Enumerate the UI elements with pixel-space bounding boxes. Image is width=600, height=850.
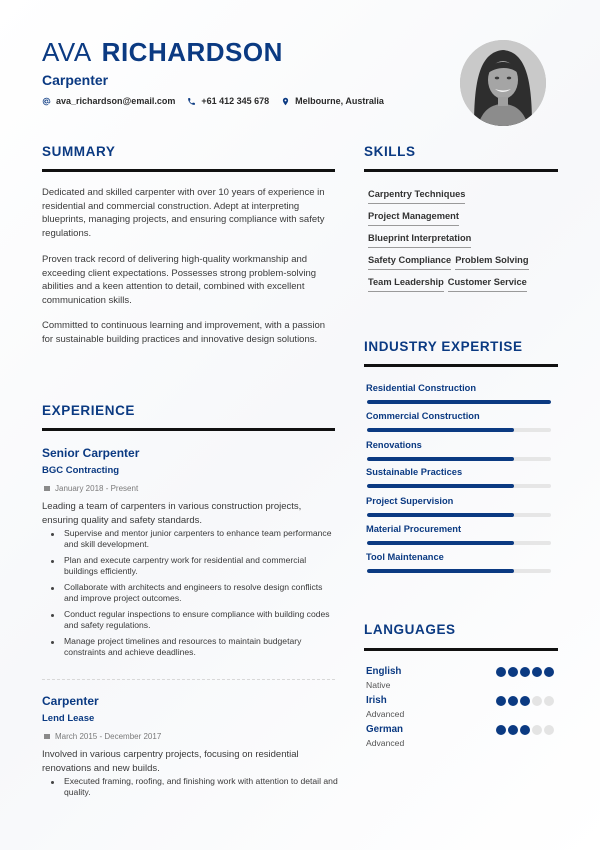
expertise-bar: [367, 513, 551, 517]
job-bullet: Supervise and mentor junior carpenters to enhance team performance and skill development.: [42, 528, 338, 550]
rating-dot-filled: [508, 667, 518, 677]
skill-tag: Problem Solving: [455, 254, 528, 270]
job-title: Carpenter: [42, 694, 99, 708]
language-name: English: [366, 666, 402, 677]
expertise-item: [366, 410, 552, 432]
skills-heading: SKILLS: [364, 144, 416, 159]
profile-photo: [460, 40, 546, 126]
job-description: Leading a team of carpenters in various construction projects, ensuring quality and safety standards.: [42, 501, 302, 526]
expertise-bar-fill: [367, 484, 514, 488]
expertise-item: [366, 495, 552, 517]
job-dates-text: January 2018 - Present: [55, 484, 139, 493]
expertise-bar: [367, 569, 551, 573]
rating-dot-filled: [508, 725, 518, 735]
skills-divider: [364, 169, 558, 172]
expertise-label: Commercial Construction: [366, 411, 480, 421]
job-dates: [44, 732, 161, 741]
expertise-label: Tool Maintenance: [366, 552, 444, 562]
language-level: Native: [366, 680, 391, 690]
skill-row: [368, 210, 558, 226]
expertise-label: Material Procurement: [366, 524, 462, 534]
location-text: Melbourne, Australia: [295, 96, 384, 106]
summary-divider: [42, 169, 335, 172]
expertise-bar: [367, 541, 551, 545]
job-company: BGC Contracting: [42, 465, 120, 476]
expertise-label: Residential Construction: [366, 383, 477, 393]
expertise-item: [366, 382, 552, 404]
job-bullets: [42, 776, 338, 803]
expertise-bar-fill: [367, 569, 514, 573]
language-item: [366, 724, 554, 752]
language-name: Irish: [366, 695, 387, 706]
rating-dot-empty: [544, 725, 554, 735]
job-title-heading: Carpenter: [42, 72, 109, 88]
first-name: AVA: [42, 37, 92, 67]
skill-tag: Safety Compliance: [368, 254, 451, 270]
job-bullet: Manage project timelines and resources to maintain budgetary constraints and achieve deadlines.: [42, 636, 338, 658]
language-item: [366, 666, 554, 694]
expertise-bar-fill: [367, 513, 514, 517]
expertise-bar-fill: [367, 541, 514, 545]
expertise-bar-fill: [367, 400, 551, 404]
rating-dot-empty: [532, 696, 542, 706]
contact-info: [42, 94, 384, 108]
rating-dot-filled: [532, 667, 542, 677]
expertise-bar-fill: [367, 457, 514, 461]
at-icon: [42, 97, 51, 106]
expertise-bar: [367, 457, 551, 461]
skill-tag: Team Leadership: [368, 276, 444, 292]
job-bullet: Collaborate with architects and engineers to resolve design conflicts and improve project outcomes.: [42, 582, 338, 604]
language-level: Advanced: [366, 709, 405, 719]
expertise-item: [366, 466, 552, 488]
profile-photo-image: [460, 40, 546, 126]
candidate-name: [42, 36, 283, 68]
summary-paragraph-3: Committed to continuous learning and improvement, with a passion for sustainable building practices and innovative design solutions.: [42, 320, 326, 345]
skills-list: [368, 188, 558, 298]
languages-heading: LANGUAGES: [364, 622, 456, 637]
expertise-heading: INDUSTRY EXPERTISE: [364, 339, 523, 354]
skill-row: [368, 276, 558, 292]
job-bullets: [42, 528, 338, 663]
contact-phone[interactable]: [187, 96, 269, 106]
rating-dot-filled: [496, 696, 506, 706]
languages-divider: [364, 648, 558, 651]
rating-dot-filled: [520, 667, 530, 677]
expertise-bar: [367, 484, 551, 488]
rating-dot-filled: [496, 725, 506, 735]
rating-dot-filled: [496, 667, 506, 677]
skill-tag: Carpentry Techniques: [368, 188, 465, 204]
rating-dot-empty: [544, 696, 554, 706]
summary-heading: SUMMARY: [42, 144, 116, 159]
phone-icon: [187, 97, 196, 106]
rating-dot-filled: [520, 725, 530, 735]
job-dates-text: March 2015 - December 2017: [55, 732, 162, 741]
expertise-label: Renovations: [366, 440, 422, 450]
expertise-bar: [367, 400, 551, 404]
expertise-item: [366, 551, 552, 573]
expertise-item: [366, 523, 552, 545]
skill-tag: Blueprint Interpretation: [368, 232, 471, 248]
rating-dot-empty: [532, 725, 542, 735]
expertise-divider: [364, 364, 558, 367]
skill-row: [368, 254, 558, 270]
rating-dot-filled: [520, 696, 530, 706]
job-company: Lend Lease: [42, 713, 95, 724]
expertise-label: Project Supervision: [366, 496, 454, 506]
skill-row: [368, 232, 558, 248]
job-bullet: Conduct regular inspections to ensure compliance with building codes and safety regulations.: [42, 609, 338, 631]
job-separator: [42, 679, 335, 680]
summary-paragraph-1: Dedicated and skilled carpenter with over 10 years of experience in residential and commercial construction. Adept at interpreting blueprints, managing projects, and ensuring compliance with safety regulations.: [42, 187, 325, 239]
phone-text: +61 412 345 678: [201, 96, 270, 106]
calendar-icon: [44, 734, 50, 739]
language-level: Advanced: [366, 738, 405, 748]
rating-dot-filled: [508, 696, 518, 706]
language-rating: [496, 725, 554, 735]
expertise-bar-fill: [367, 428, 514, 432]
job-bullet: Plan and execute carpentry work for residential and commercial buildings efficiently.: [42, 555, 338, 577]
rating-dot-filled: [544, 667, 554, 677]
language-rating: [496, 696, 554, 706]
expertise-item: [366, 439, 552, 461]
contact-location: [281, 96, 384, 106]
calendar-icon: [44, 486, 50, 491]
email-text: ava_richardson@email.com: [56, 96, 176, 106]
job-bullet: Executed framing, roofing, and finishing work with attention to detail and quality.: [42, 776, 338, 798]
experience-heading: EXPERIENCE: [42, 403, 136, 418]
contact-email[interactable]: [42, 96, 175, 106]
summary-paragraph-2: Proven track record of delivering high-quality workmanship and exceeding client expectations. Possesses strong problem-solving abilities and a keen attention to detail, combined with excellent communication skills.: [42, 254, 317, 306]
expertise-label: Sustainable Practices: [366, 467, 463, 477]
language-rating: [496, 667, 554, 677]
skill-row: [368, 188, 558, 204]
language-item: [366, 695, 554, 723]
last-name: RICHARDSON: [101, 37, 283, 67]
skill-tag: Customer Service: [448, 276, 527, 292]
skill-tag: Project Management: [368, 210, 459, 226]
expertise-bar: [367, 428, 551, 432]
job-dates: [44, 484, 138, 493]
job-title: Senior Carpenter: [42, 446, 140, 460]
job-description: Involved in various carpentry projects, focusing on residential renovations and new builds.: [42, 749, 299, 774]
language-name: German: [366, 724, 404, 735]
experience-divider: [42, 428, 335, 431]
map-pin-icon: [281, 97, 290, 106]
